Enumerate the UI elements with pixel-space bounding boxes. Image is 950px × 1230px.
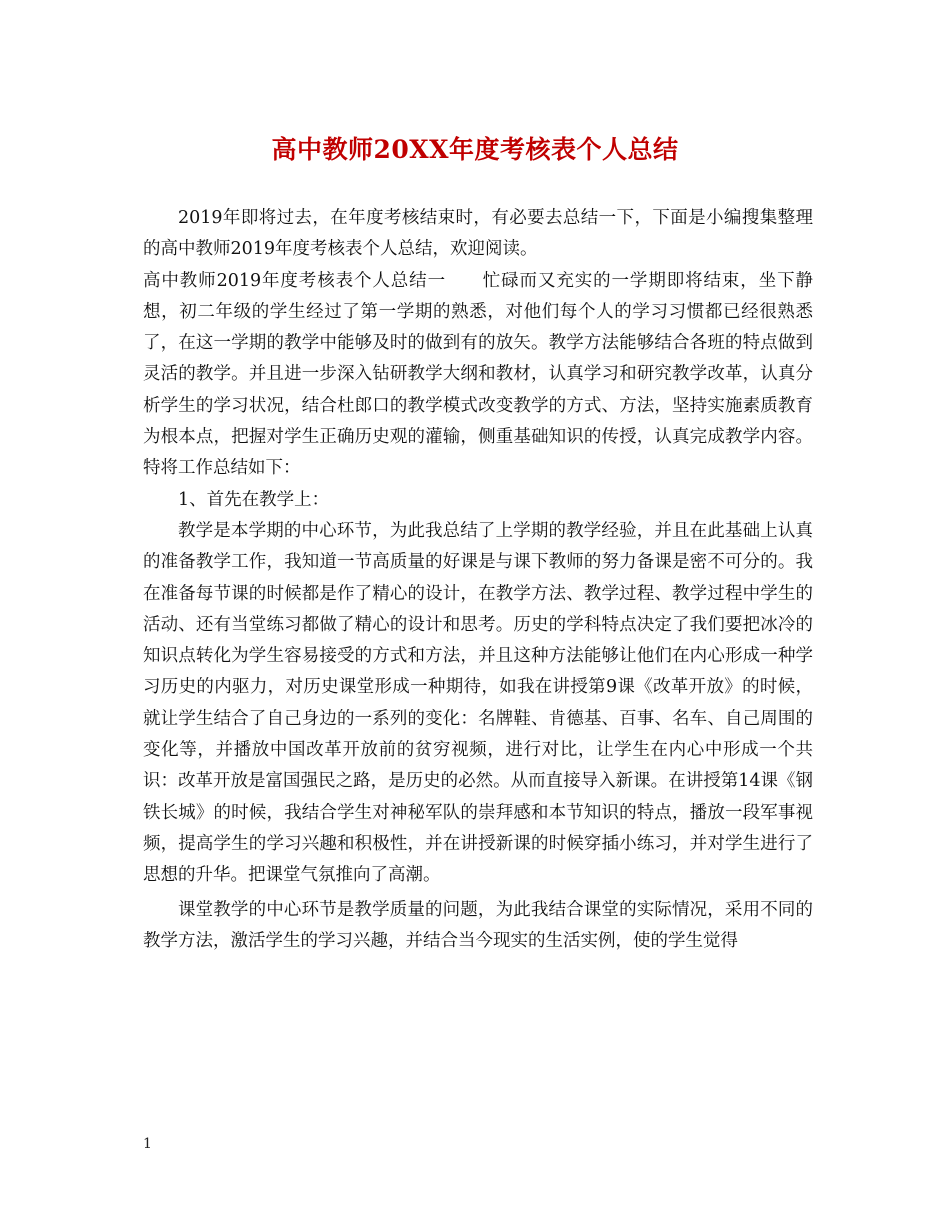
document-title: 高中教师20XX年度考核表个人总结 bbox=[271, 135, 679, 164]
document-body bbox=[143, 203, 813, 957]
page-number: 1 bbox=[143, 1136, 152, 1152]
section-heading-teaching: 1、首先在教学上： bbox=[178, 489, 330, 510]
summary-one-paragraph: 高中教师2019年度考核表个人总结一 忙碌而又充实的一学期即将结束，坐下静想，初二年级的学生经过了第一学期的熟悉，对他们每个人的学习习惯都已经很熟悉了，在这一学期的教学中能够及时的做到有的放矢。教学方法能够结合各班的特点做到灵活的教学。并且进一步深入钻研教学大纲和教材，认真学习和研究教学改革，认真分析学生的学习状况，结合杜郎口的教学模式改变教学的方式、方法，坚持实施素质教育为根本点，把握对学生正确历史观的灌输，侧重基础知识的传授，认真完成教学内容。特将工作总结如下： bbox=[143, 270, 813, 479]
intro-paragraph: 2019年即将过去，在年度考核结束时，有必要去总结一下，下面是小编搜集整理的高中教师2019年度考核表个人总结，欢迎阅读。 bbox=[143, 208, 813, 260]
teaching-paragraph: 教学是本学期的中心环节，为此我总结了上学期的教学经验，并且在此基础上认真的准备教学工作，我知道一节高质量的好课是与课下教师的努力备课是密不可分的。我在准备每节课的时候都是作了精心的设计，在教学方法、教学过程、教学过程中学生的活动、还有当堂练习都做了精心的设计和思考。历史的学科特点决定了我们要把冰冷的知识点转化为学生容易接受的方式和方法，并且这种方法能够让他们在内心形成一种学习历史的内驱力，对历史课堂形成一种期待，如我在讲授第9课《改革开放》的时候，就让学生结合了自己身边的一系列的变化：名牌鞋、肯德基、百事、名车、自己周围的变化等，并播放中国改革开放前的贫穷视频，进行对比，让学生在内心中形成一个共识：改革开放是富国强民之路，是历史的必然。从而直接导入新课。在讲授第14课《钢铁长城》的时候，我结合学生对神秘军队的崇拜感和本节知识的特点，播放一段军事视频，提高学生的学习兴趣和积极性，并在讲授新课的时候穿插小练习，并对学生进行了思想的升华。把课堂气氛推向了高潮。 bbox=[143, 520, 813, 886]
classroom-paragraph: 课堂教学的中心环节是教学质量的问题，为此我结合课堂的实际情况，采用不同的教学方法，激活学生的学习兴趣，并结合当今现实的生活实例，使的学生觉得 bbox=[143, 899, 813, 951]
